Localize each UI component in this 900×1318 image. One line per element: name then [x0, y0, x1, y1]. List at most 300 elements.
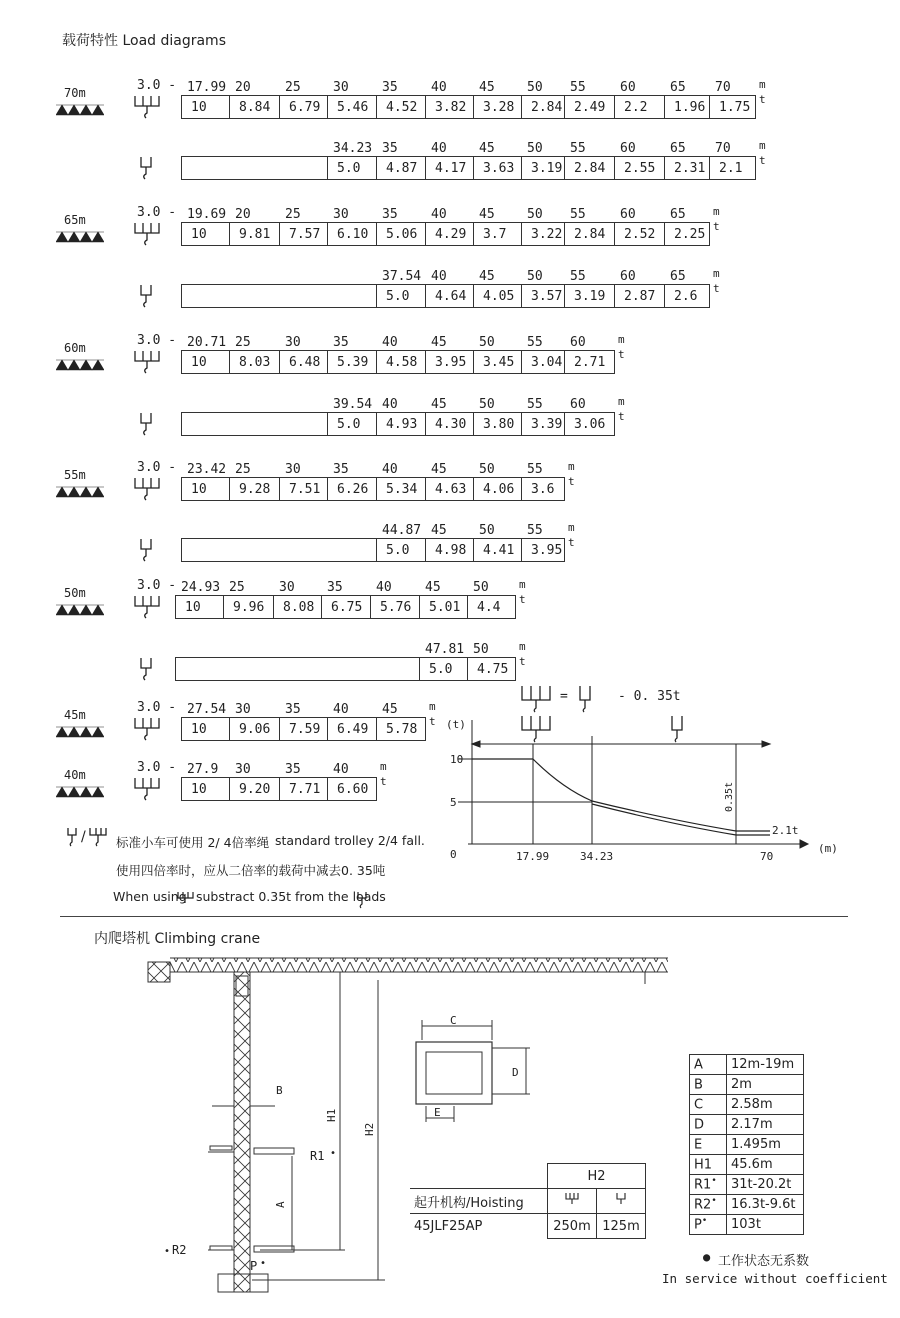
hook-4-fall-icon [132, 475, 164, 501]
load-value-cell: 3.04 [521, 350, 565, 374]
load-value-cell: 4.4 [467, 595, 516, 619]
radius-header: 55 [527, 335, 543, 350]
load-value-cell: 10 [181, 717, 230, 741]
start-range-label: 3.0 - [137, 78, 177, 93]
load-value-cell: 10 [181, 95, 230, 119]
spec-row [690, 1215, 804, 1235]
radius-header: 45 [479, 141, 495, 156]
dim-b: B [276, 1084, 283, 1097]
hook-2-fall-icon [132, 154, 164, 180]
unit-meter: m [618, 333, 625, 346]
spec-row [690, 1195, 804, 1215]
load-value-cell: 3.95 [521, 538, 565, 562]
jib-length-label: 65m [64, 213, 86, 227]
empty-range-cell [181, 412, 328, 436]
radius-header: 25 [235, 335, 251, 350]
start-range-label: 3.0 - [137, 460, 177, 475]
spec-key-text: R2 [694, 1197, 712, 1213]
load-value-cell: 10 [181, 777, 230, 801]
radius-header: 50 [527, 141, 543, 156]
load-value-cell: 5.46 [327, 95, 377, 119]
load-value-cell: 3.19 [564, 284, 615, 308]
radius-header: 40 [382, 397, 398, 412]
dim-d: D [512, 1066, 519, 1079]
load-value-cell: 10 [181, 350, 230, 374]
empty-range-cell [175, 657, 420, 681]
hook-2-fall-icon [356, 890, 370, 910]
jib-lattice-icon [56, 726, 104, 738]
load-value-cell: 6.10 [327, 222, 377, 246]
unit-ton: t [519, 655, 526, 668]
svg-text:•: • [330, 1148, 337, 1159]
load-value-cell: 2.71 [564, 350, 615, 374]
radius-header: 40 [382, 462, 398, 477]
unit-ton: t [759, 93, 766, 106]
start-range-label: 3.0 - [137, 333, 177, 348]
unit-meter: m [380, 760, 387, 773]
load-value-cell: 4.93 [376, 412, 426, 436]
jib-length-label: 55m [64, 468, 86, 482]
spec-key [690, 1175, 727, 1195]
load-value-cell: 3.82 [425, 95, 474, 119]
spec-key-text: H1 [694, 1157, 713, 1173]
load-value-cell: 3.28 [473, 95, 522, 119]
radius-header: 70 [715, 80, 731, 95]
load-value-cell: 5.01 [419, 595, 468, 619]
hoisting-label: 起升机构/Hoisting [410, 1189, 548, 1214]
radius-header: 35 [333, 462, 349, 477]
spec-key [690, 1075, 727, 1095]
load-value-cell: 3.63 [473, 156, 522, 180]
unit-meter: m [713, 205, 720, 218]
radius-header: 50 [527, 207, 543, 222]
start-range-label: 3.0 - [137, 700, 177, 715]
radius-header: 19.69 [187, 207, 227, 222]
radius-header: 39.54 [333, 397, 373, 412]
radius-header: 25 [235, 462, 251, 477]
load-value-cell: 3.6 [521, 477, 565, 501]
spec-row [690, 1175, 804, 1195]
jib-lattice-icon [56, 231, 104, 243]
load-p: P [250, 1259, 258, 1273]
radius-header: 35 [382, 207, 398, 222]
page-title: 载荷特性 Load diagrams [62, 33, 226, 49]
jib-length-label: 40m [64, 768, 86, 782]
radius-header: 65 [670, 269, 686, 284]
hook-2-fall-icon [132, 655, 164, 681]
radius-header: 45 [431, 335, 447, 350]
note-subtract-en-b: substract 0.35t from the loads [196, 889, 386, 904]
load-value-cell: 3.45 [473, 350, 522, 374]
radius-header: 55 [570, 269, 586, 284]
dim-c: C [450, 1014, 457, 1027]
hook-4-fall-icon [132, 775, 164, 801]
radius-header: 35 [327, 580, 343, 595]
load-value-cell: 2.52 [614, 222, 665, 246]
radius-header: 45 [479, 269, 495, 284]
load-r2: R2 [172, 1243, 187, 1257]
spec-row [690, 1135, 804, 1155]
spec-key [690, 1195, 727, 1215]
load-value-cell: 2.84 [521, 95, 565, 119]
unit-meter: m [568, 460, 575, 473]
load-value-cell: 2.31 [664, 156, 710, 180]
load-value-cell: 5.78 [376, 717, 426, 741]
load-value-cell: 4.63 [425, 477, 474, 501]
note-subtract-en-a: When using [113, 889, 187, 904]
spec-key-mark: • [701, 1216, 708, 1227]
load-value-cell: 5.76 [370, 595, 420, 619]
radius-header: 30 [279, 580, 295, 595]
spec-row [690, 1095, 804, 1115]
load-value-cell: 6.48 [279, 350, 328, 374]
load-value-cell: 5.34 [376, 477, 426, 501]
h2-2-fall: 125m [597, 1214, 646, 1239]
radius-header: 70 [715, 141, 731, 156]
spec-key-mark: • [711, 1176, 717, 1187]
load-value-cell: 5.06 [376, 222, 426, 246]
legend-en: In service without coefficient [662, 1271, 888, 1286]
load-value-cell: 7.71 [279, 777, 328, 801]
load-value-cell: 2.49 [564, 95, 615, 119]
load-value-cell: 4.98 [425, 538, 474, 562]
jib-length-label: 60m [64, 341, 86, 355]
load-value-cell: 2.2 [614, 95, 665, 119]
load-value-cell: 4.41 [473, 538, 522, 562]
load-value-cell: 9.96 [223, 595, 274, 619]
end-value-label: 2.1t [772, 824, 799, 837]
legend-cn: 工作状态无系数 [718, 1254, 810, 1269]
spec-key [690, 1155, 727, 1175]
hook-4-fall-icon [132, 593, 164, 619]
load-value-cell: 9.06 [229, 717, 280, 741]
unit-meter: m [568, 521, 575, 534]
y-axis-unit: (t) [446, 718, 466, 731]
load-value-cell: 10 [175, 595, 224, 619]
radius-header: 45 [431, 397, 447, 412]
spec-key-text: P [694, 1217, 702, 1233]
spec-row [690, 1075, 804, 1095]
unit-meter: m [519, 578, 526, 591]
radius-header: 55 [527, 523, 543, 538]
load-value-cell: 2.1 [709, 156, 756, 180]
hook-4-fall-icon [176, 890, 196, 906]
radius-header: 35 [382, 80, 398, 95]
unit-ton: t [759, 154, 766, 167]
radius-header: 30 [333, 207, 349, 222]
load-curve-diagram [440, 680, 860, 870]
radius-header: 25 [285, 80, 301, 95]
radius-header: 50 [473, 580, 489, 595]
radius-header: 40 [431, 207, 447, 222]
radius-header: 60 [620, 141, 636, 156]
spec-key-text: B [694, 1077, 703, 1093]
spec-key-text: A [694, 1057, 703, 1073]
radius-header: 45 [479, 80, 495, 95]
radius-header: 23.42 [187, 462, 227, 477]
radius-header: 30 [235, 762, 251, 777]
radius-header: 55 [570, 141, 586, 156]
hook-4-fall-icon [132, 715, 164, 741]
load-value-cell: 6.75 [321, 595, 371, 619]
unit-meter: m [429, 700, 436, 713]
load-value-cell: 5.0 [327, 412, 377, 436]
unit-meter: m [713, 267, 720, 280]
section-divider [60, 916, 848, 917]
jib-lattice-icon [56, 486, 104, 498]
hook-4-fall-icon [90, 828, 106, 846]
spec-table [689, 1054, 804, 1235]
load-value-cell: 6.79 [279, 95, 328, 119]
radius-header: 24.93 [181, 580, 221, 595]
unit-ton: t [713, 220, 720, 233]
jib-length-label: 50m [64, 586, 86, 600]
radius-header: 30 [285, 462, 301, 477]
radius-header: 40 [431, 80, 447, 95]
x-axis-unit: (m) [818, 842, 838, 855]
start-range-label: 3.0 - [137, 205, 177, 220]
load-value-cell: 8.84 [229, 95, 280, 119]
load-value-cell: 9.81 [229, 222, 280, 246]
load-value-cell: 1.96 [664, 95, 710, 119]
hoist-model: 45JLF25AP [410, 1214, 548, 1239]
spec-key [690, 1135, 727, 1155]
unit-ton: t [618, 348, 625, 361]
radius-header: 55 [570, 80, 586, 95]
load-value-cell: 4.06 [473, 477, 522, 501]
radius-header: 60 [620, 207, 636, 222]
svg-text:/: / [81, 829, 86, 845]
note-subtract-cn: 使用四倍率时，应从二倍率的载荷中减去0. 35吨 [116, 863, 386, 878]
equation-minus: - 0. 35t [618, 689, 681, 704]
hook-4-fall-icon [132, 93, 164, 119]
radius-header: 44.87 [382, 523, 422, 538]
hook-2-fall-icon [68, 828, 76, 846]
radius-header: 50 [479, 462, 495, 477]
unit-ton: t [568, 475, 575, 488]
h2-4-fall: 250m [548, 1214, 597, 1239]
unit-ton: t [380, 775, 387, 788]
spec-value: 2.17m [727, 1115, 804, 1135]
spec-key [690, 1115, 727, 1135]
hoisting-table [410, 1163, 646, 1239]
load-value-cell: 3.39 [521, 412, 565, 436]
radius-header: 40 [382, 335, 398, 350]
spec-value: 31t-20.2t [727, 1175, 804, 1195]
load-value-cell: 3.7 [473, 222, 522, 246]
dim-h1: H1 [325, 1108, 338, 1122]
unit-meter: m [618, 395, 625, 408]
load-value-cell: 10 [181, 477, 230, 501]
load-value-cell: 10 [181, 222, 230, 246]
radius-header: 25 [285, 207, 301, 222]
spec-key [690, 1095, 727, 1115]
spec-key-text: D [694, 1117, 705, 1133]
radius-header: 50 [527, 269, 543, 284]
radius-header: 25 [229, 580, 245, 595]
radius-header: 34.23 [333, 141, 373, 156]
spec-row [690, 1055, 804, 1075]
radius-header: 47.81 [425, 642, 465, 657]
radius-header: 60 [570, 397, 586, 412]
load-value-cell: 5.0 [376, 284, 426, 308]
load-value-cell: 9.20 [229, 777, 280, 801]
radius-header: 50 [473, 642, 489, 657]
y-tick-0: 0 [450, 848, 457, 861]
radius-header: 50 [479, 335, 495, 350]
hook-2-fall-icon [132, 410, 164, 436]
counter-jib [148, 962, 170, 982]
radius-header: 35 [333, 335, 349, 350]
y-tick-10: 10 [450, 753, 464, 766]
unit-ton: t [568, 536, 575, 549]
jib-lattice-icon [56, 104, 104, 116]
radius-header: 20 [235, 207, 251, 222]
radius-header: 45 [382, 702, 398, 717]
load-value-cell: 2.6 [664, 284, 710, 308]
radius-header: 65 [670, 141, 686, 156]
radius-header: 40 [333, 702, 349, 717]
load-value-cell: 2.25 [664, 222, 710, 246]
unit-ton: t [429, 715, 436, 728]
radius-header: 40 [376, 580, 392, 595]
radius-header: 45 [425, 580, 441, 595]
hook-4-fall-icon [132, 348, 164, 374]
note-trolley-cn: 标准小车可使用 2/ 4倍率绳 [116, 835, 270, 850]
load-value-cell: 4.75 [467, 657, 516, 681]
spec-value: 1.495m [727, 1135, 804, 1155]
svg-text:•: • [260, 1258, 267, 1269]
load-value-cell: 4.29 [425, 222, 474, 246]
load-value-cell: 6.26 [327, 477, 377, 501]
spec-row [690, 1115, 804, 1135]
radius-header: 40 [333, 762, 349, 777]
radius-header: 30 [333, 80, 349, 95]
spec-value: 45.6m [727, 1155, 804, 1175]
radius-header: 55 [527, 397, 543, 412]
load-value-cell: 5.39 [327, 350, 377, 374]
legend-bullet: ● [703, 1250, 711, 1264]
load-value-cell: 5.0 [419, 657, 468, 681]
radius-header: 20.71 [187, 335, 227, 350]
load-value-cell: 8.03 [229, 350, 280, 374]
load-value-cell: 5.0 [376, 538, 426, 562]
y-tick-5: 5 [450, 796, 457, 809]
unit-ton: t [713, 282, 720, 295]
radius-header: 55 [570, 207, 586, 222]
spec-value: 103t [727, 1215, 804, 1235]
load-value-cell: 5.0 [327, 156, 377, 180]
spec-value: 16.3t-9.6t [727, 1195, 804, 1215]
load-value-cell: 4.17 [425, 156, 474, 180]
load-value-cell: 2.84 [564, 222, 615, 246]
radius-header: 35 [382, 141, 398, 156]
jib-lattice-icon [56, 604, 104, 616]
load-value-cell: 4.30 [425, 412, 474, 436]
radius-header: 50 [479, 523, 495, 538]
load-value-cell: 7.51 [279, 477, 328, 501]
fall-icons-note [66, 826, 114, 848]
load-value-cell: 6.60 [327, 777, 377, 801]
load-value-cell: 6.49 [327, 717, 377, 741]
x-tick-34-23: 34.23 [580, 850, 614, 863]
load-value-cell: 2.55 [614, 156, 665, 180]
load-r1: R1 [310, 1149, 325, 1163]
radius-header: 30 [235, 702, 251, 717]
svg-text:•: • [164, 1246, 171, 1257]
jib-lattice-icon [56, 786, 104, 798]
radius-header: 60 [620, 269, 636, 284]
hook-2-fall-icon [597, 1189, 646, 1214]
hook-4-fall-icon [548, 1189, 597, 1214]
h2-header: H2 [548, 1164, 646, 1189]
spec-value: 2m [727, 1075, 804, 1095]
delta-label: 0.35t [724, 781, 735, 812]
load-value-cell: 3.95 [425, 350, 474, 374]
load-value-cell: 3.22 [521, 222, 565, 246]
load-value-cell: 1.75 [709, 95, 756, 119]
unit-ton: t [618, 410, 625, 423]
radius-header: 37.54 [382, 269, 422, 284]
dim-a: A [274, 1201, 287, 1208]
climbing-crane-drawing [140, 950, 680, 1300]
radius-header: 60 [570, 335, 586, 350]
empty-range-cell [181, 156, 328, 180]
load-value-cell: 4.58 [376, 350, 426, 374]
radius-header: 40 [431, 141, 447, 156]
radius-header: 45 [431, 523, 447, 538]
dim-e: E [434, 1106, 441, 1119]
plan-view-diagram [408, 1010, 538, 1125]
note-trolley-en: standard trolley 2/4 fall. [275, 833, 425, 848]
equation-equals: = [560, 689, 568, 704]
spec-row [690, 1155, 804, 1175]
x-tick-70: 70 [760, 850, 774, 863]
unit-meter: m [759, 139, 766, 152]
hook-2-fall-icon [132, 536, 164, 562]
start-range-label: 3.0 - [137, 578, 177, 593]
radius-header: 55 [527, 462, 543, 477]
radius-header: 30 [285, 335, 301, 350]
empty-range-cell [181, 538, 377, 562]
load-value-cell: 4.87 [376, 156, 426, 180]
empty-range-cell [181, 284, 377, 308]
spec-key-text: R1 [694, 1177, 712, 1193]
load-value-cell: 3.80 [473, 412, 522, 436]
jib-lattice [170, 958, 668, 972]
radius-header: 40 [431, 269, 447, 284]
dim-h2: H2 [363, 1122, 376, 1136]
load-value-cell: 4.52 [376, 95, 426, 119]
spec-value: 2.58m [727, 1095, 804, 1115]
radius-header: 35 [285, 762, 301, 777]
radius-header: 45 [479, 207, 495, 222]
radius-header: 17.99 [187, 80, 227, 95]
spec-key-mark: • [711, 1196, 717, 1207]
load-value-cell: 3.19 [521, 156, 565, 180]
load-value-cell: 2.84 [564, 156, 615, 180]
spec-key [690, 1215, 727, 1235]
hook-2-fall-icon [132, 282, 164, 308]
jib-length-label: 70m [64, 86, 86, 100]
x-tick-17-99: 17.99 [516, 850, 550, 863]
radius-header: 27.54 [187, 702, 227, 717]
load-value-cell: 9.28 [229, 477, 280, 501]
unit-meter: m [759, 78, 766, 91]
load-value-cell: 4.05 [473, 284, 522, 308]
radius-header: 50 [527, 80, 543, 95]
load-value-cell: 2.87 [614, 284, 665, 308]
